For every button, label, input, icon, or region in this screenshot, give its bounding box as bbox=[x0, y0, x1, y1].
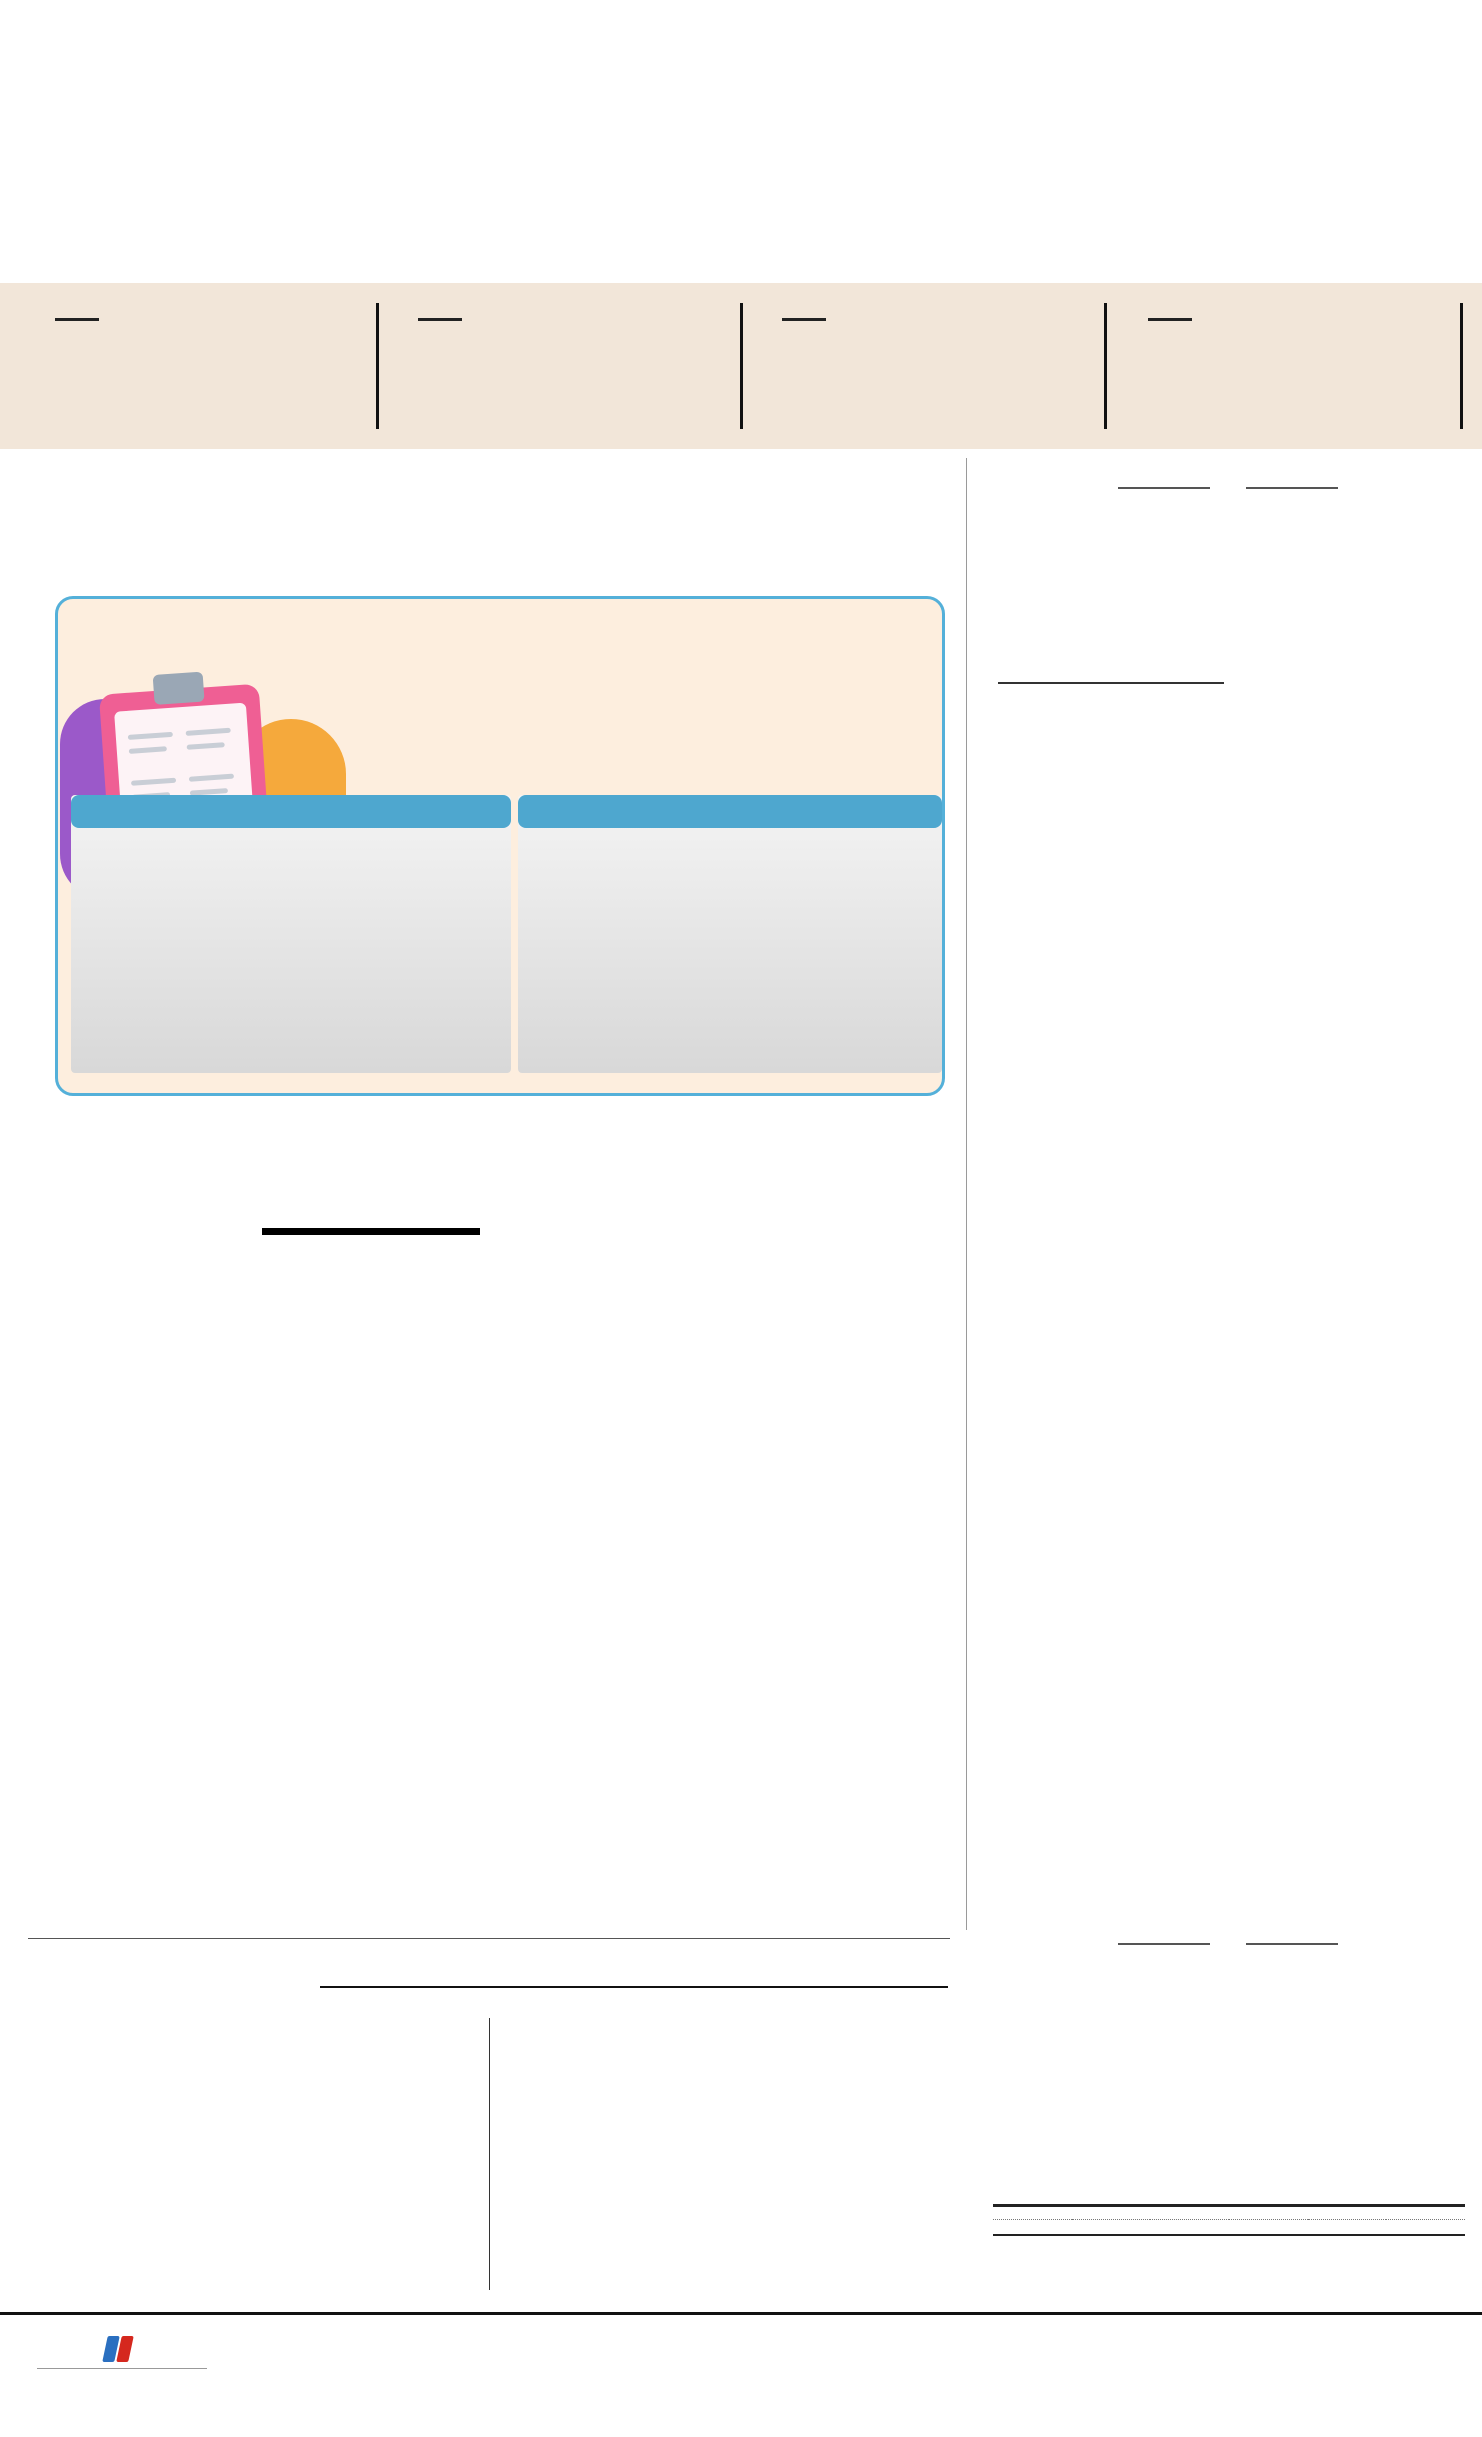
front-briefs-band bbox=[0, 283, 1482, 449]
dash-rule bbox=[1246, 487, 1338, 489]
deposit-m2-combo-chart bbox=[518, 828, 942, 1068]
barcode-icon bbox=[1298, 2330, 1458, 2400]
issue-barcode bbox=[1295, 2330, 1460, 2403]
divider bbox=[740, 303, 743, 429]
shendu100-logo bbox=[55, 1948, 59, 2003]
chart-panel-loans bbox=[71, 795, 511, 1073]
cell-limit bbox=[1386, 2220, 1465, 2236]
infographic-box bbox=[55, 596, 945, 1096]
footer-publisher-block bbox=[22, 2326, 222, 2373]
publication-footer bbox=[0, 2326, 1482, 2436]
dash-rule bbox=[1118, 1943, 1210, 1945]
brief-item bbox=[408, 305, 723, 341]
dash-rule bbox=[1246, 1943, 1338, 1945]
oped-section-label bbox=[985, 487, 1471, 489]
dash-rule bbox=[1118, 487, 1210, 489]
column-header bbox=[1229, 2206, 1308, 2220]
shendu-article-body bbox=[55, 2218, 473, 2306]
brief-item bbox=[45, 305, 360, 341]
column-header bbox=[1308, 2206, 1387, 2220]
byline-rule bbox=[998, 682, 1224, 684]
section-divider bbox=[28, 1938, 950, 1939]
article-column-4 bbox=[726, 1228, 944, 1930]
divider bbox=[1460, 303, 1463, 429]
clipboard-clip bbox=[153, 672, 205, 705]
nbd-logo bbox=[22, 2334, 222, 2364]
chart-title bbox=[71, 795, 511, 828]
new-loans-bar-chart bbox=[71, 828, 511, 1068]
brief-item bbox=[1138, 305, 1453, 341]
chart-title bbox=[518, 795, 942, 828]
cell-name bbox=[1072, 2220, 1151, 2236]
vertical-divider bbox=[966, 458, 967, 1930]
cell-pe bbox=[1229, 2220, 1308, 2236]
column-header bbox=[1386, 2206, 1465, 2220]
divider bbox=[376, 303, 379, 429]
oped-column-1 bbox=[998, 702, 1222, 1884]
article-column-2 bbox=[262, 1228, 480, 1930]
logo-rule bbox=[320, 1986, 948, 1988]
quote-top-bar bbox=[262, 1228, 480, 1235]
article-column-3 bbox=[494, 1228, 712, 1930]
table-row bbox=[993, 2220, 1465, 2236]
zaocan-body bbox=[993, 2028, 1465, 2034]
infographic-body bbox=[358, 689, 932, 695]
divider bbox=[1104, 303, 1107, 429]
column-header bbox=[993, 2206, 1072, 2220]
ipo-table bbox=[993, 2204, 1465, 2236]
qr-code-pattern bbox=[888, 1942, 976, 2030]
dash-rule bbox=[1148, 318, 1192, 321]
brief-item bbox=[772, 305, 1087, 341]
oped-column-2 bbox=[1236, 702, 1460, 1884]
chart-panel-deposits bbox=[518, 795, 942, 1073]
divider bbox=[37, 2368, 207, 2369]
dash-rule bbox=[418, 318, 462, 321]
pull-quote-box bbox=[262, 1228, 480, 1235]
zaocan-section-label bbox=[985, 1943, 1471, 1945]
cell-code bbox=[993, 2220, 1072, 2236]
article-column-1 bbox=[30, 1228, 248, 1930]
vertical-divider bbox=[489, 2018, 490, 2290]
ipo-header-row bbox=[993, 2206, 1465, 2220]
cell-shares bbox=[1308, 2220, 1387, 2236]
dash-rule bbox=[782, 318, 826, 321]
cell-price bbox=[1150, 2220, 1229, 2236]
column-header bbox=[1072, 2206, 1151, 2220]
shendu-article-body bbox=[512, 2226, 952, 2310]
footer-rule bbox=[0, 2312, 1482, 2315]
app-qr-code bbox=[888, 1942, 976, 2030]
nbd-logo-icon bbox=[104, 2334, 134, 2364]
column-header bbox=[1150, 2206, 1229, 2220]
dash-rule bbox=[55, 318, 99, 321]
